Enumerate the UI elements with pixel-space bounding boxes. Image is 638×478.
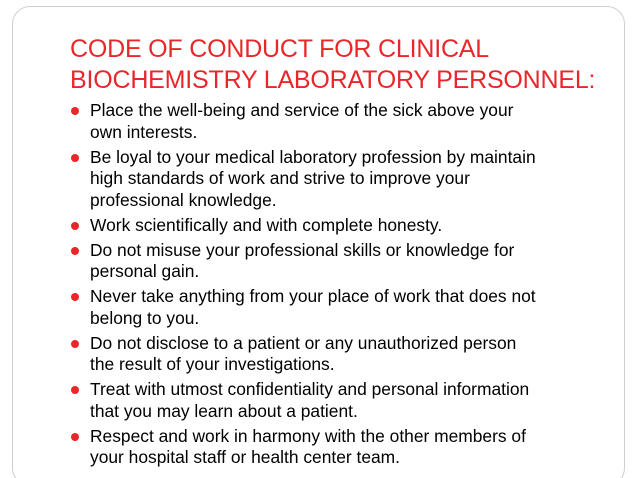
bullet-line: Do not misuse your professional skills or knowledge for bbox=[90, 239, 515, 260]
bullet-line: own interests. bbox=[90, 121, 198, 142]
bullet-text bbox=[90, 240, 615, 283]
bullet-text bbox=[90, 379, 615, 422]
slide-title-line: BIOCHEMISTRY LABORATORY PERSONNEL: bbox=[70, 66, 596, 94]
bullet-line: professional knowledge. bbox=[90, 189, 277, 210]
bullet-dot-icon bbox=[71, 222, 79, 230]
bullet-dot-icon bbox=[71, 433, 79, 441]
bullet-line: Be loyal to your medical laboratory profession by maintain bbox=[90, 146, 536, 167]
bullet-text bbox=[90, 286, 615, 329]
bullet-line: high standards of work and strive to improve your bbox=[90, 168, 470, 188]
bullet-item bbox=[70, 147, 615, 212]
bullet-dot-icon bbox=[71, 247, 79, 255]
bullet-text bbox=[90, 147, 615, 212]
bullet-line: Do not disclose to a patient or any unauthorized person bbox=[90, 332, 517, 353]
bullet-line: that you may learn about a patient. bbox=[90, 400, 358, 421]
bullet-dot-icon bbox=[71, 107, 79, 115]
bullet-text bbox=[90, 215, 615, 237]
bullet-dot-icon bbox=[71, 386, 79, 394]
slide-title bbox=[70, 34, 620, 96]
bullet-text bbox=[90, 426, 615, 469]
bullet-line: your hospital staff or health center team. bbox=[90, 447, 400, 467]
bullet-line: Treat with utmost confidentiality and personal information bbox=[90, 379, 530, 399]
bullet-item bbox=[70, 333, 615, 376]
bullet-item bbox=[70, 240, 615, 283]
slide-title-line: CODE OF CONDUCT FOR CLINICAL bbox=[70, 35, 489, 63]
bullet-item bbox=[70, 100, 615, 143]
bullet-text bbox=[90, 333, 615, 376]
bullet-dot-icon bbox=[71, 154, 79, 162]
bullet-line: belong to you. bbox=[90, 307, 200, 328]
bullet-line: Never take anything from your place of work that does not bbox=[90, 286, 536, 306]
bullet-dot-icon bbox=[71, 340, 79, 348]
bullet-dot-icon bbox=[71, 293, 79, 301]
bullet-line: the result of your investigations. bbox=[90, 354, 335, 374]
bullet-item bbox=[70, 215, 615, 237]
bullet-line: personal gain. bbox=[90, 261, 200, 281]
bullet-text bbox=[90, 100, 615, 143]
bullet-item bbox=[70, 426, 615, 469]
bullet-line: Work scientifically and with complete honesty. bbox=[90, 214, 443, 235]
bullet-item bbox=[70, 286, 615, 329]
bullet-list bbox=[70, 100, 615, 472]
bullet-line: Respect and work in harmony with the other members of bbox=[90, 425, 526, 446]
bullet-item bbox=[70, 379, 615, 422]
bullet-line: Place the well-being and service of the sick above your bbox=[90, 100, 514, 120]
